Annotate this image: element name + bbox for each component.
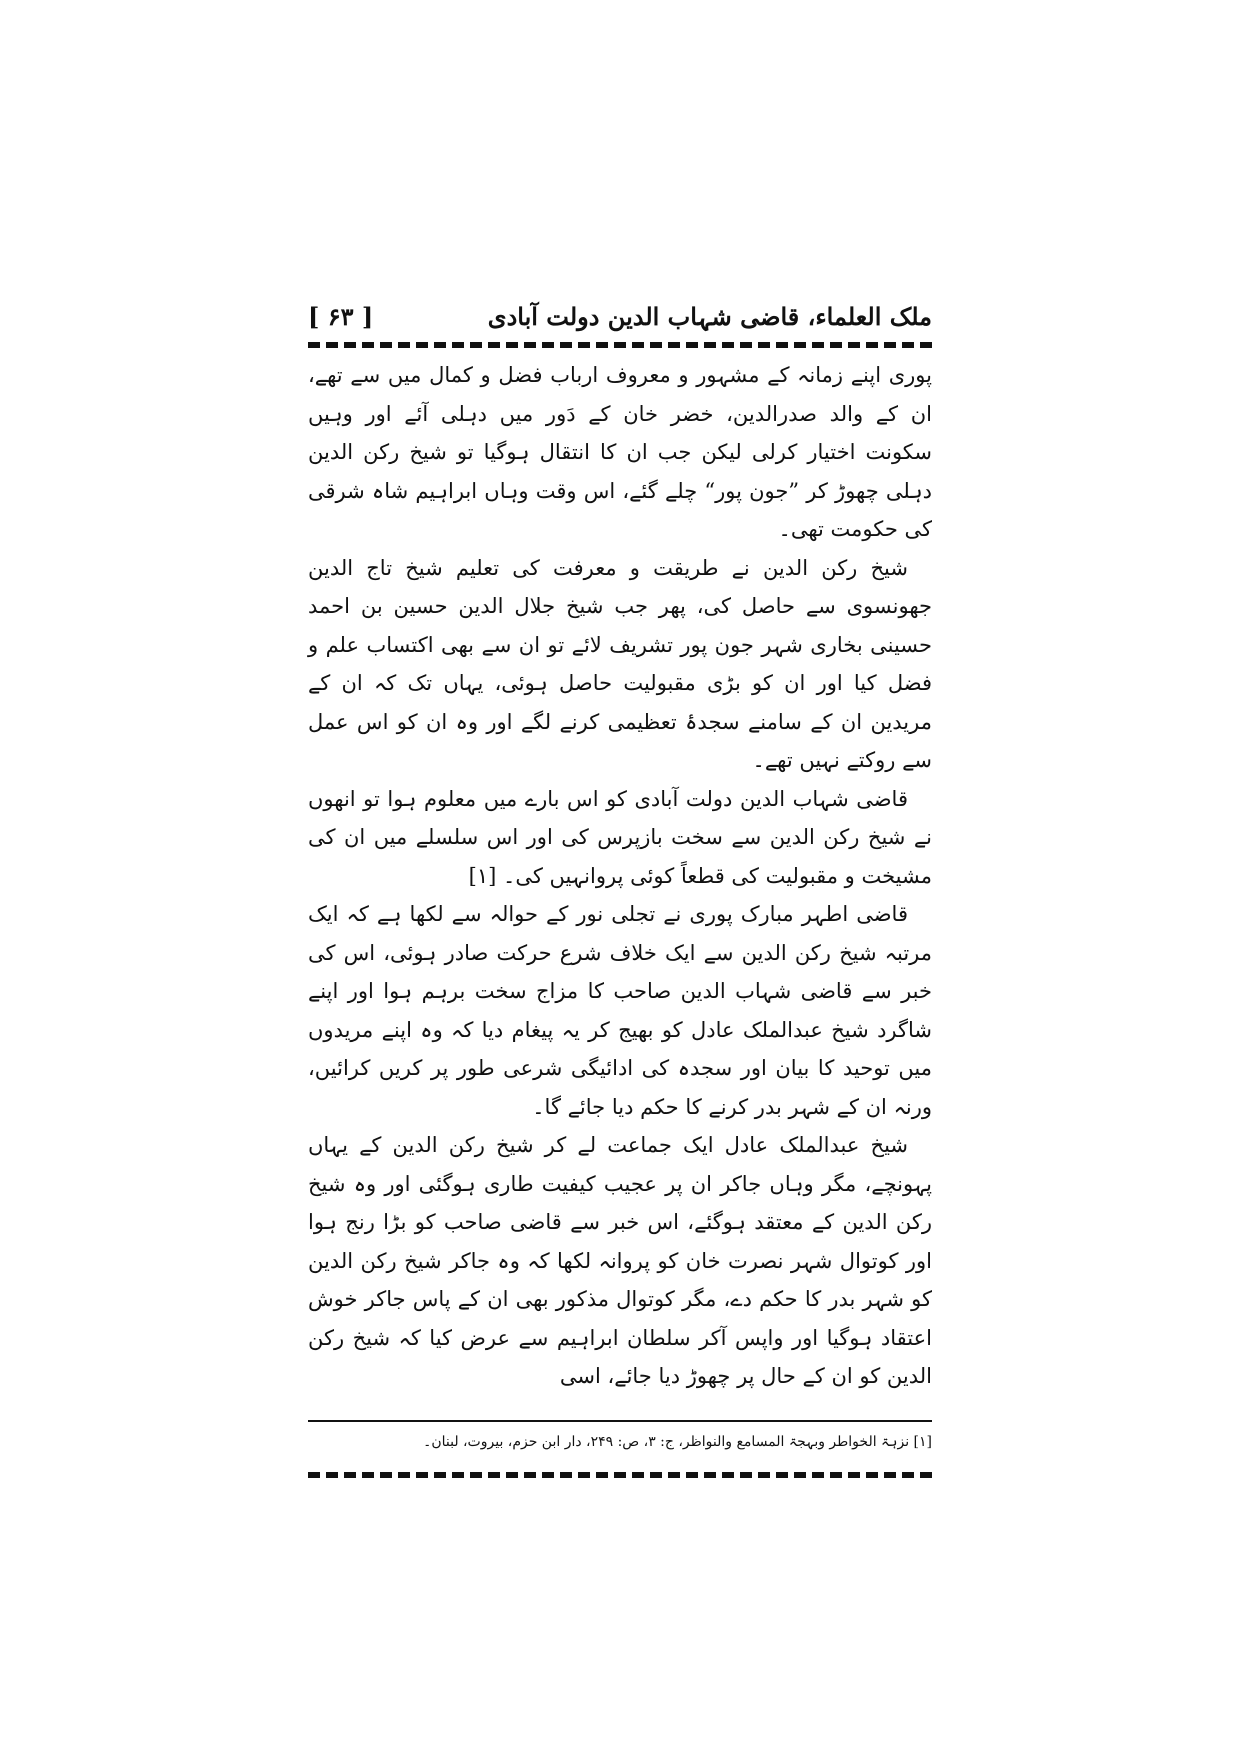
- page-header: [308, 302, 932, 336]
- page-number: [ ۶۳ ]: [308, 302, 374, 331]
- main-text: [308, 356, 932, 1396]
- footer-dashed-rule: [308, 1472, 932, 1478]
- footnote-separator: [308, 1420, 932, 1422]
- running-title: ملک العلماء، قاضی شہاب الدین دولت آبادی: [487, 302, 932, 331]
- footnote: [۱] نزہۃ الخواطر وبہجۃ المسامع والنواظر، ج: ۳، ص: ۲۴۹، دار ابن حزم، بیروت، لبنان۔: [423, 1434, 932, 1450]
- footnote-reference[interactable]: [۱]: [468, 863, 497, 888]
- paragraph: پوری اپنے زمانہ کے مشہور و معروف ارباب فضل و کمال میں سے تھے، ان کے والد صدرالدین، خضر خان کے دَور میں دہلی آئے اور وہیں سکونت اختیار کرلی لیکن جب ان کا انتقال ہوگیا تو شیخ رکن الدین دہلی چھوڑ کر ”جون پور“ چلے گئے، اس وقت وہاں ابراہیم شاہ شرقی کی حکومت تھی۔: [308, 363, 932, 541]
- paragraph: شیخ عبدالملک عادل ایک جماعت لے کر شیخ رکن الدین کے یہاں پہونچے، مگر وہاں جاکر ان پر عجیب کیفیت طاری ہوگئی اور وہ شیخ رکن الدین کے معتقد ہوگئے، اس خبر سے قاضی صاحب کو بڑا رنج ہوا اور کوتوال شہر نصرت خان کو پروانہ لکھا کہ وہ جاکر شیخ رکن الدین کو شہر بدر کا حکم دے، مگر کوتوال مذکور بھی ان کے پاس جاکر خوش اعتقاد ہوگیا اور واپس آکر سلطان ابراہیم سے عرض کیا کہ شیخ رکن الدین کو ان کے حال پر چھوڑ دیا جائے، اسی: [308, 1133, 932, 1388]
- header-dashed-rule: [308, 342, 932, 348]
- paragraph: قاضی اطہر مبارک پوری نے تجلی نور کے حوالہ سے لکھا ہے کہ ایک مرتبہ شیخ رکن الدین سے ایک خلاف شرع حرکت صادر ہوئی، اس کی خبر سے قاضی شہاب الدین صاحب کا مزاج سخت برہم ہوا اور اپنے شاگرد شیخ عبدالملک عادل کو بھیج کر یہ پیغام دیا کہ وہ اپنے مریدوں میں توحید کا بیان اور سجدہ کی ادائیگی شرعی طور پر کریں کرائیں، ورنہ ان کے شہر بدر کرنے کا حکم دیا جائے گا۔: [308, 902, 932, 1119]
- paragraph: شیخ رکن الدین نے طریقت و معرفت کی تعلیم شیخ تاج الدین جھونسوی سے حاصل کی، پھر جب شیخ جلال الدین حسین بن احمد حسینی بخاری شہر جون پور تشریف لائے تو ان سے بھی اکتساب علم و فضل کیا اور ان کو بڑی مقبولیت حاصل ہوئی، یہاں تک کہ ان کے مریدین ان کے سامنے سجدۂ تعظیمی کرنے لگے اور وہ ان کو اس عمل سے روکتے نہیں تھے۔: [308, 555, 933, 772]
- paragraph-text: قاضی شہاب الدین دولت آبادی کو اس بارے میں معلوم ہوا تو انھوں نے شیخ رکن الدین سے سخت بازپرس کی اور اس سلسلے میں ان کی مشیخت و مقبولیت کی قطعاً کوئی پروانہیں کی۔: [308, 786, 932, 888]
- paragraph: [308, 780, 932, 896]
